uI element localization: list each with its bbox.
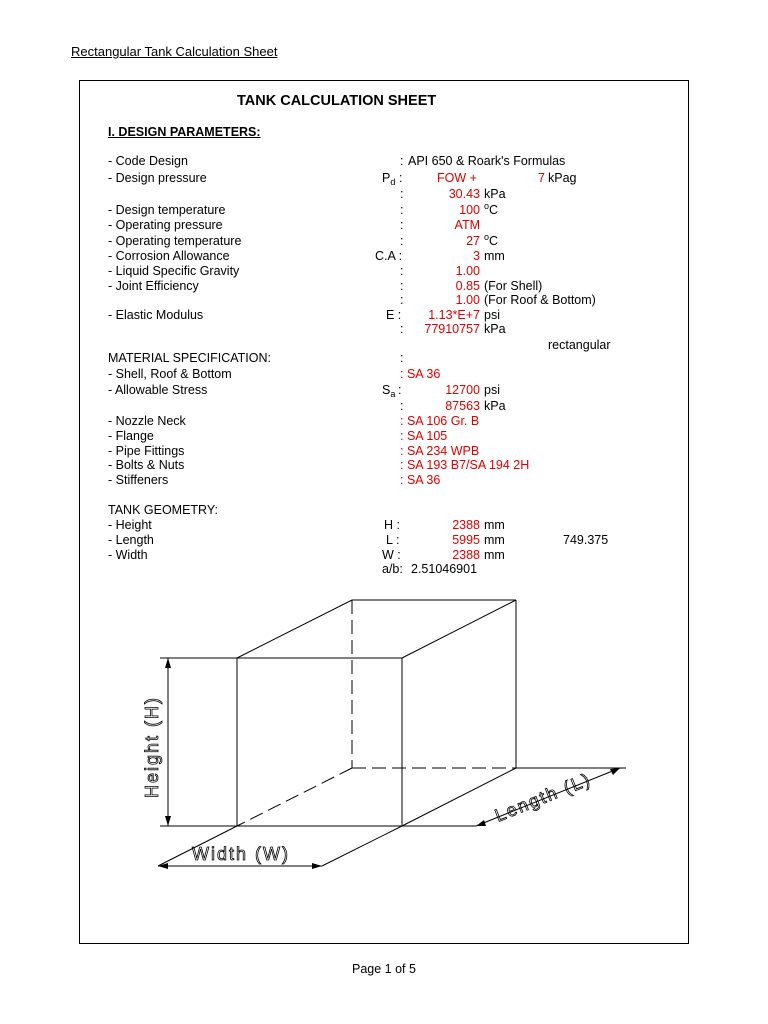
- corrosion-allowance-symbol: C.A :: [375, 249, 403, 263]
- nozzle-neck-label: - Nozzle Neck: [108, 414, 186, 428]
- design-pressure-unit: kPag: [548, 171, 577, 185]
- height-arrow-top: [165, 658, 171, 668]
- elastic-modulus-kpa-value: 77910757: [424, 322, 480, 336]
- length-arrow-back: [610, 768, 620, 775]
- allowable-stress-label: - Allowable Stress: [108, 383, 208, 397]
- corrosion-allowance-value: 3: [473, 249, 480, 263]
- allowable-stress-value: 12700: [445, 383, 480, 397]
- elastic-modulus-value: 1.13*E+7: [428, 308, 480, 322]
- length-unit: mm: [484, 533, 505, 547]
- joint-efficiency-2-colon: :: [400, 293, 404, 307]
- flange-label: - Flange: [108, 429, 154, 443]
- sheet-title: TANK CALCULATION SHEET: [237, 93, 437, 109]
- ratio-label: a/b:: [382, 562, 403, 576]
- shell-material-value: : SA 36: [400, 367, 441, 381]
- tank-geometry-heading: TANK GEOMETRY:: [108, 503, 218, 517]
- bolts-nuts-value: : SA 193 B7/SA 194 2H: [400, 458, 530, 472]
- allowable-stress-unit: psi: [484, 383, 500, 397]
- length-value: 5995: [452, 533, 480, 547]
- height-value: 2388: [452, 518, 480, 532]
- code-design-colon: :: [400, 154, 404, 168]
- tank-front-face: [237, 658, 402, 826]
- design-parameters-heading: I. DESIGN PARAMETERS:: [108, 125, 261, 139]
- allowable-stress-kpa-value: 87563: [445, 399, 480, 413]
- length-symbol: L :: [386, 533, 400, 547]
- height-label: - Height: [108, 518, 152, 532]
- nozzle-neck-value: : SA 106 Gr. B: [400, 414, 480, 428]
- elastic-modulus-kpa-unit: kPa: [484, 322, 506, 336]
- specific-gravity-label: - Liquid Specific Gravity: [108, 264, 240, 278]
- design-pressure-amount: 7: [538, 171, 545, 185]
- height-arrow-bottom: [165, 816, 171, 826]
- running-title: Rectangular Tank Calculation Sheet: [71, 44, 278, 59]
- ratio-value: 2.51046901: [411, 562, 478, 576]
- width-extension-right: [322, 826, 402, 866]
- design-pressure-kpa-colon: :: [400, 187, 404, 201]
- material-spec-heading: MATERIAL SPECIFICATION:: [108, 351, 271, 365]
- operating-pressure-value: ATM: [454, 218, 480, 232]
- length-label: - Length: [108, 533, 154, 547]
- joint-efficiency-unit: (For Shell): [484, 279, 543, 293]
- width-symbol: W :: [382, 548, 401, 562]
- shell-material-label: - Shell, Roof & Bottom: [108, 367, 232, 381]
- width-dim-label: Width (W): [192, 844, 290, 864]
- elastic-modulus-kpa-colon: :: [400, 322, 404, 336]
- elastic-modulus-unit: psi: [484, 308, 500, 322]
- specific-gravity-colon: :: [400, 264, 404, 278]
- tank-top-face: [237, 600, 516, 658]
- width-label: - Width: [108, 548, 148, 562]
- operating-temperature-value: 27: [466, 234, 480, 248]
- design-temperature-label: - Design temperature: [108, 203, 226, 217]
- design-pressure-label: - Design pressure: [108, 171, 207, 185]
- stiffeners-value: : SA 36: [400, 473, 441, 487]
- bolts-nuts-label: - Bolts & Nuts: [108, 458, 185, 472]
- pipe-fittings-value: : SA 234 WPB: [400, 444, 480, 458]
- allowable-stress-kpa-unit: kPa: [484, 399, 506, 413]
- operating-pressure-colon: :: [400, 218, 404, 232]
- joint-efficiency-2-unit: (For Roof & Bottom): [484, 293, 596, 307]
- code-design-value: API 650 & Roark's Formulas: [408, 154, 566, 168]
- height-dim-label: Height (H): [142, 695, 162, 798]
- length-extra-value: 749.375: [563, 533, 609, 547]
- height-symbol: H :: [384, 518, 400, 532]
- design-pressure-kpa-unit: kPa: [484, 187, 506, 201]
- stiffeners-label: - Stiffeners: [108, 473, 169, 487]
- length-dim-label: Length (L): [492, 768, 595, 826]
- allowable-stress-colon: :: [398, 383, 402, 397]
- length-arrow-front: [476, 820, 486, 826]
- elastic-modulus-label: - Elastic Modulus: [108, 308, 204, 322]
- design-pressure-symbol: $P_d$: [382, 171, 396, 187]
- width-value: 2388: [452, 548, 480, 562]
- page-number: Page 1 of 5: [352, 962, 416, 976]
- operating-temperature-label: - Operating temperature: [108, 234, 242, 248]
- specific-gravity-value: 1.00: [455, 264, 480, 278]
- design-pressure-colon: :: [399, 171, 403, 185]
- design-pressure-kpa-value: 30.43: [448, 187, 480, 201]
- height-unit: mm: [484, 518, 505, 532]
- width-arrow-right: [312, 863, 322, 869]
- material-spec-colon: :: [400, 351, 404, 365]
- joint-efficiency-colon: :: [400, 279, 404, 293]
- rectangular-note: rectangular: [548, 338, 611, 352]
- joint-efficiency-label: - Joint Efficiency: [108, 279, 199, 293]
- elastic-modulus-symbol: E :: [386, 308, 402, 322]
- design-temperature-value: 100: [459, 203, 480, 217]
- joint-efficiency-2-value: 1.00: [455, 293, 480, 307]
- corrosion-allowance-unit: mm: [484, 249, 505, 263]
- allowable-stress-symbol: $S_a$: [382, 383, 396, 399]
- flange-value: : SA 105: [400, 429, 448, 443]
- joint-efficiency-value: 0.85: [455, 279, 480, 293]
- operating-pressure-label: - Operating pressure: [108, 218, 223, 232]
- design-pressure-value: FOW +: [437, 171, 477, 185]
- operating-temperature-unit: $^o$C: [484, 232, 499, 248]
- tank-hidden-left-edge: [237, 768, 352, 826]
- corrosion-allowance-label: - Corrosion Allowance: [108, 249, 230, 263]
- design-temperature-colon: :: [400, 203, 404, 217]
- operating-temperature-colon: :: [400, 234, 404, 248]
- code-design-label: - Code Design: [108, 154, 188, 168]
- pipe-fittings-label: - Pipe Fittings: [108, 444, 185, 458]
- design-temperature-unit: $^o$C: [484, 201, 499, 217]
- width-unit: mm: [484, 548, 505, 562]
- allowable-stress-kpa-colon: :: [400, 399, 404, 413]
